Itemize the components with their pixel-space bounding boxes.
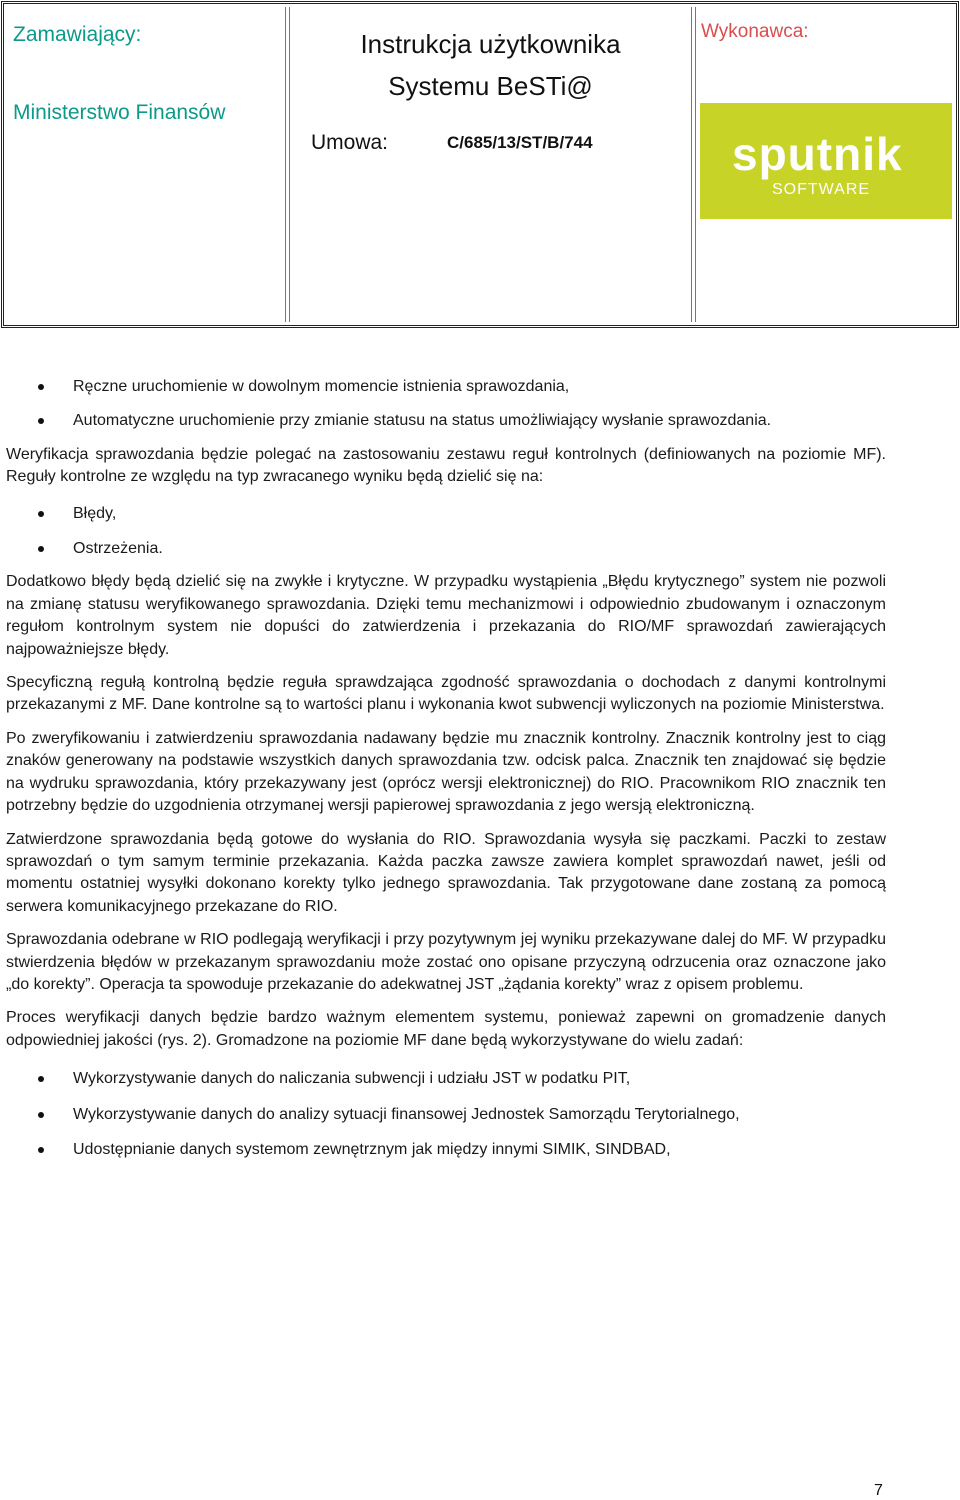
bullet-icon (38, 384, 44, 390)
paragraph: Sprawozdania odebrane w RIO podlegają weryfikacji i przy pozytywnym jej wyniku przekazywane dalej do MF. W przypadku stwierdzenia błędów w przekazanym sprawozdaniu może zostać ono opisane przyczyną odrzucenia oraz oznaczone jako „do korekty”. Operacja ta spowoduje przekazanie do adekwatnej JST „żądania korekty” wraz z opisem problemu. (6, 931, 886, 993)
paragraph: Zatwierdzone sprawozdania będą gotowe do wysłania do RIO. Sprawozdania wysyła się paczkami. Paczki to zestaw sprawozdań o tym samym terminie przekazania. Każda paczka zawsze zawiera komplet sprawozdań nawet, jeśli od momentu ostatniej wysyłki dokonano korekty tylko jednego sprawozdania. Tak przygotowane dane zostaną za pomocą serwera komunikacyjnego przekazane do RIO. (6, 830, 886, 915)
list-item: Ręczne uruchomienie w dowolnym momencie istnienia sprawozdania, (6, 376, 886, 398)
list-item: Błędy, (6, 503, 886, 525)
bullet-icon (38, 1112, 44, 1118)
list-item: Ostrzeżenia. (6, 538, 886, 560)
contract-label: Umowa: (311, 131, 389, 154)
logo-wordmark: sputnik (732, 128, 903, 180)
document-title-line1: Instrukcja użytkownika (360, 29, 621, 59)
client-cell (7, 7, 286, 322)
contract-number: C/685/13/ST/B/744 (447, 133, 593, 152)
document-title-line2: Systemu BeSTi@ (388, 71, 593, 101)
list-item: Udostępnianie danych systemom zewnętrznym jak między innymi SIMIK, SINDBAD, (6, 1139, 886, 1161)
paragraph: Proces weryfikacji danych będzie bardzo ważnym elementem systemu, ponieważ zapewni on gromadzenie danych odpowiedniej jakości (rys. 2). Gromadzone na poziomie MF dane będą wykorzystywane do wielu zadań: (6, 1009, 886, 1049)
vendor-label: Wykonawca: (701, 21, 809, 42)
page-number: 7 (874, 1482, 883, 1499)
logo-subtitle: SOFTWARE (772, 181, 871, 198)
list-item: Wykorzystywanie danych do naliczania subwencji i udziału JST w podatku PIT, (6, 1068, 886, 1090)
list-item: Automatyczne uruchomienie przy zmianie statusu na status umożliwiający wysłanie sprawozdania. (6, 410, 886, 432)
paragraph: Po zweryfikowaniu i zatwierdzeniu sprawozdania nadawany będzie mu znacznik kontrolny. Znacznik kontrolny jest to ciąg znaków generowany na podstawie wszystkich danych sprawozdania tzw. odcisk palca. Znacznik ten znajdować się będzie na wydruku sprawozdania, który przekazywany jest (oprócz wersji elektronicznej) do RIO. Pracownikom RIO znacznik ten potrzebny będzie do uzgodnienia otrzymanej wersji papierowej sprawozdania z jego wersją elektroniczną. (6, 729, 886, 815)
paragraph: Weryfikacja sprawozdania będzie polegać na zastosowaniu zestawu reguł kontrolnych (definiowanych na poziomie MF). Reguły kontrolne ze względu na typ zwracanego wyniku będą dzielić się na: (6, 445, 886, 486)
document-body (6, 376, 886, 1174)
document-title (290, 23, 691, 107)
bullet-icon (38, 418, 44, 424)
title-cell (289, 7, 692, 322)
list-item: Wykorzystywanie danych do analizy sytuacji finansowej Jednostek Samorządu Terytorialnego, (6, 1104, 886, 1126)
bullet-icon (38, 511, 44, 517)
client-label: Zamawiający: (13, 23, 142, 46)
paragraph: Dodatkowo błędy będą dzielić się na zwykłe i krytyczne. W przypadku wystąpienia „Błędu krytycznego” system nie pozwoli na zmianę statusu weryfikowanego sprawozdania. Dzięki temu mechanizmowi i odpowiednio zbudowanym i oznaczonym regułom kontrolnym system nie dopuści do zatwierdzenia i przekazania do RIO/MF sprawozdań zawierających najpoważniejsze błędy. (6, 573, 886, 658)
bullet-icon (38, 546, 44, 552)
bullet-icon (38, 1076, 44, 1082)
bullet-list-verification-triggers (6, 376, 886, 433)
client-name: Ministerstwo Finansów (13, 101, 226, 124)
document-header-table (1, 1, 959, 328)
bullet-icon (38, 1147, 44, 1153)
vendor-cell (695, 7, 955, 322)
bullet-list-rule-types (6, 503, 886, 561)
sputnik-software-logo (700, 103, 952, 219)
paragraph: Specyficzną regułą kontrolną będzie reguła sprawdzająca zgodność sprawozdania o dochodach z danymi kontrolnymi przekazanymi z MF. Dane kontrolne są to wartości planu i wykonania kwot subwencji wyliczonych na poziomie Ministerstwa. (6, 674, 886, 714)
bullet-list-data-uses (6, 1068, 886, 1161)
